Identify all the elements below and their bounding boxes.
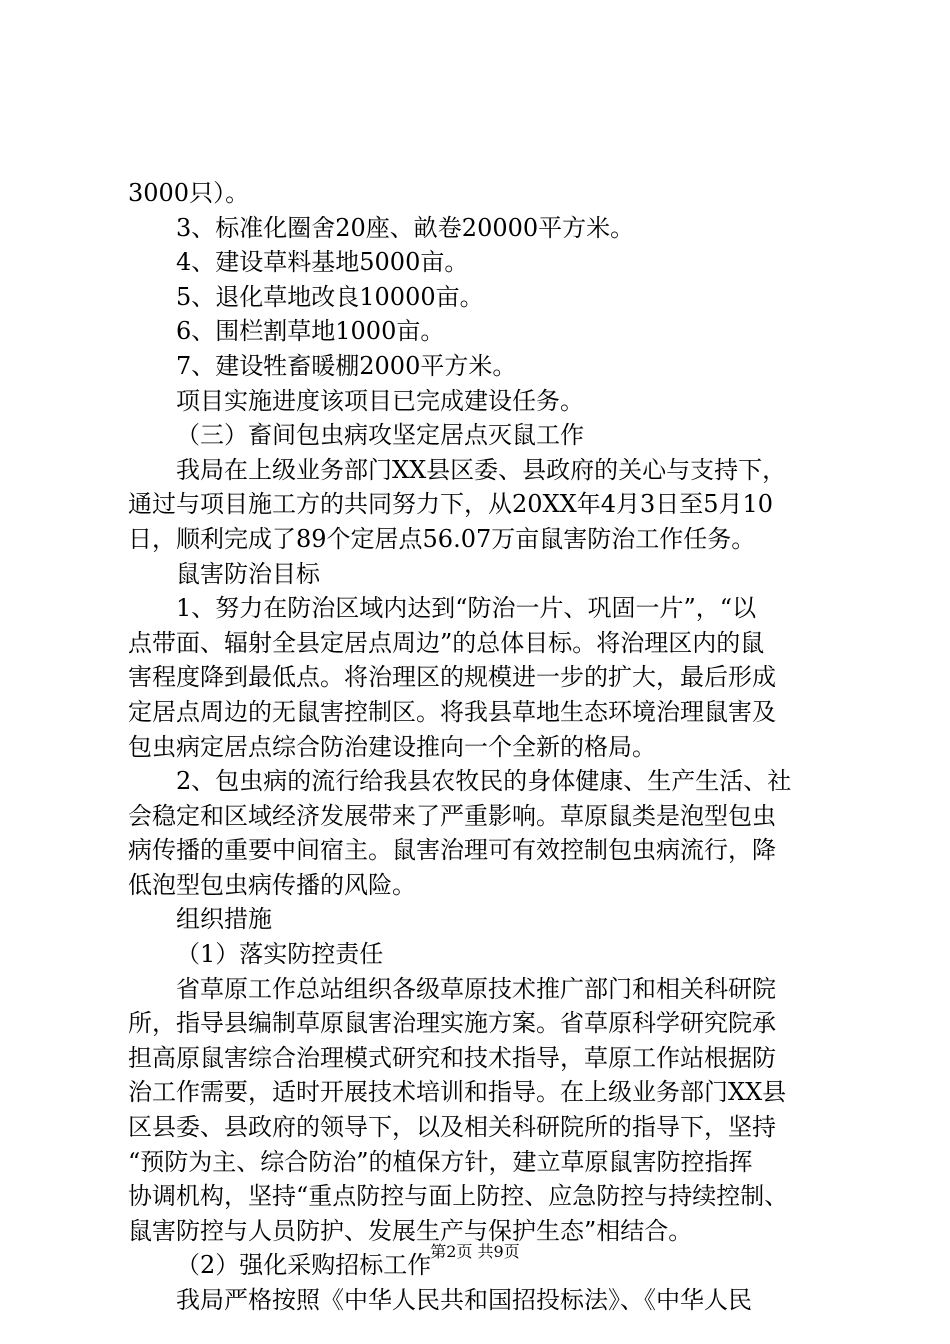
text-line: 会稳定和区域经济发展带来了严重影响。草原鼠类是泡型包虫 [128, 801, 776, 830]
text-line: 我局严格按照《中华人民共和国招投标法》、《中华人民 [176, 1286, 752, 1314]
text-line: 6、围栏割草地1000亩。 [176, 317, 445, 346]
page-number-footer: 第2页 共9页 [430, 1242, 520, 1261]
text-line: 4、建设草料基地5000亩。 [176, 248, 469, 277]
text-line: 日，顺利完成了89个定居点56.07万亩鼠害防治工作任务。 [128, 524, 756, 553]
section-heading: 组织措施 [176, 905, 272, 934]
text-line: 定居点周边的无鼠害控制区。将我县草地生态环境治理鼠害及 [128, 697, 776, 726]
text-line: 省草原工作总站组织各级草原技术推广部门和相关科研院 [176, 974, 776, 1003]
section-heading: 鼠害防治目标 [176, 559, 320, 588]
text-line: 害程度降到最低点。将治理区的规模进一步的扩大，最后形成 [128, 663, 776, 692]
text-line: 治工作需要，适时开展技术培训和指导。在上级业务部门XX县 [128, 1078, 787, 1107]
text-line: 协调机构，坚持“重点防控与面上防控、应急防控与持续控制、 [128, 1182, 789, 1211]
text-line: 3、标准化圈舍20座、畝卷20000平方米。 [176, 213, 635, 242]
text-line: 3000只）。 [128, 179, 250, 207]
text-line: 1、努力在防治区域内达到“防治一片、巩固一片”，“以 [176, 594, 757, 623]
text-line: 通过与项目施工方的共同努力下，从20XX年4月3日至5月10 [128, 490, 774, 519]
text-line: 所，指导县编制草原鼠害治理实施方案。省草原科学研究院承 [128, 1009, 776, 1038]
document-body [128, 176, 828, 1318]
text-line: 病传播的重要中间宿主。鼠害治理可有效控制包虫病流行，降 [128, 836, 776, 865]
section-heading: （2）强化采购招标工作 [176, 1251, 432, 1280]
text-line: 2、包虫病的流行给我县农牧民的身体健康、生产生活、社 [176, 767, 792, 796]
text-line: 我局在上级业务部门XX县区委、县政府的关心与支持下， [176, 455, 787, 484]
text-line: 低泡型包虫病传播的风险。 [128, 870, 416, 899]
text-line: 5、退化草地改良10000亩。 [176, 282, 484, 311]
text-line: 7、建设牲畜暖棚2000平方米。 [176, 351, 517, 380]
text-line: 担高原鼠害综合治理模式研究和技术指导，草原工作站根据防 [128, 1043, 776, 1072]
text-line: “预防为主、综合防治”的植保方针，建立草原鼠害防控指挥 [128, 1147, 753, 1176]
text-line: 鼠害防控与人员防护、发展生产与保护生态”相结合。 [128, 1216, 693, 1245]
section-heading: （三）畜间包虫病攻坚定居点灭鼠工作 [176, 421, 584, 450]
text-line: 项目实施进度该项目已完成建设任务。 [176, 386, 584, 415]
section-heading: （1）落实防控责任 [176, 940, 384, 969]
text-line: 点带面、辐射全县定居点周边”的总体目标。将治理区内的鼠 [128, 628, 765, 657]
text-line: 区县委、县政府的领导下，以及相关科研院所的指导下，坚持 [128, 1113, 776, 1142]
text-line: 包虫病定居点综合防治建设推向一个全新的格局。 [128, 732, 656, 761]
